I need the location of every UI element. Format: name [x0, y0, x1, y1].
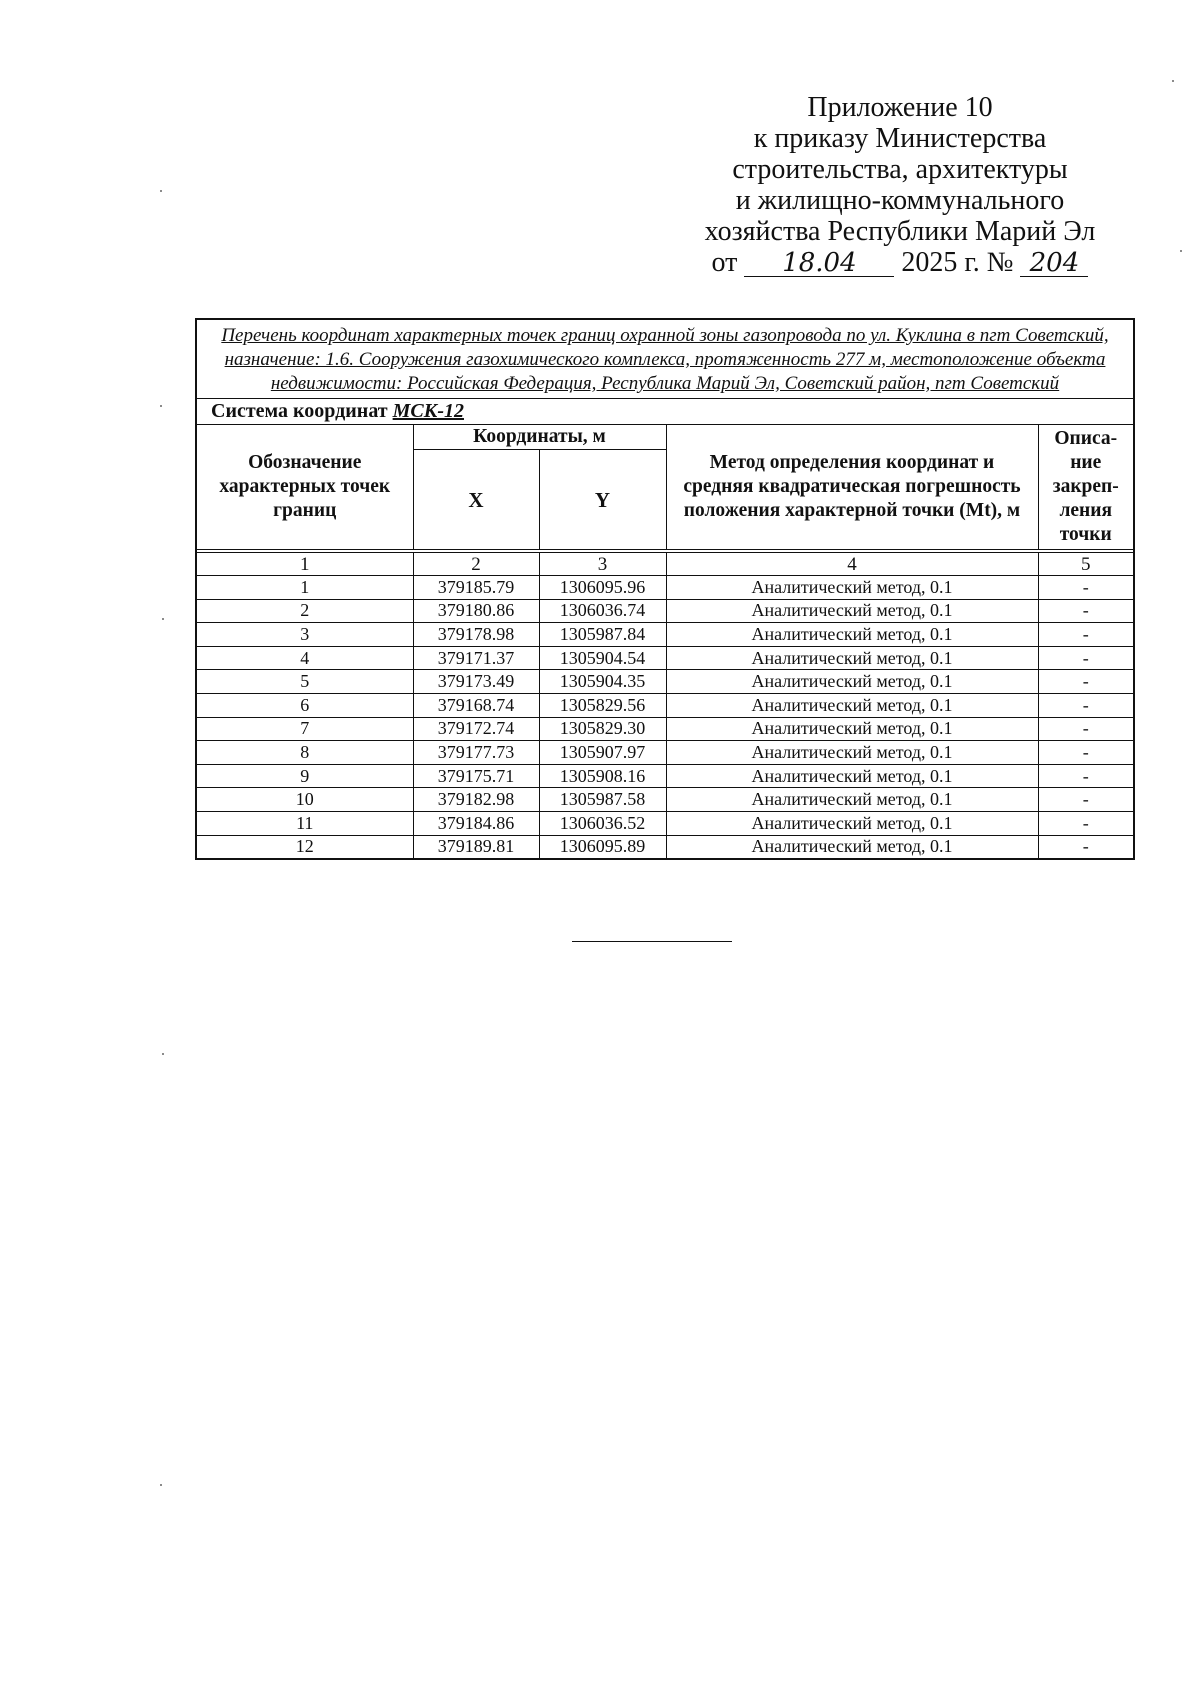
table-caption: Перечень координат характерных точек границ охранной зоны газопровода по ул. Куклина в пгт Советский, назначение: 1.6. Сооружения газохимического комплекса, протяженность 277 м, местоположение объекта недвижимости: Российская Федерация, Республика Марий Эл, Советский район, пгт Советский [196, 319, 1134, 399]
header-description: Описа-ние закреп-ления точки [1038, 425, 1134, 550]
column-number: 1 [196, 553, 413, 576]
cell-desc: - [1038, 788, 1134, 812]
scan-speck [160, 190, 162, 192]
table-row [196, 835, 1134, 859]
cell-desc: - [1038, 693, 1134, 717]
cell-y: 1305987.58 [539, 788, 666, 812]
table-row [196, 623, 1134, 647]
column-number: 3 [539, 553, 666, 576]
cell-point: 4 [196, 646, 413, 670]
coordinates-table [195, 318, 1135, 860]
header-method: Метод определения координат и средняя квадратическая погрешность положения характерной точки (Mt), м [666, 425, 1038, 550]
cell-desc: - [1038, 670, 1134, 694]
date-prefix: от [711, 247, 738, 278]
cell-y: 1305908.16 [539, 764, 666, 788]
cell-desc: - [1038, 764, 1134, 788]
scan-speck [162, 1053, 164, 1055]
cell-x: 379182.98 [413, 788, 539, 812]
coordinate-system-label: Система координат [211, 400, 388, 422]
table-row [196, 599, 1134, 623]
end-rule [572, 941, 732, 942]
cell-point: 10 [196, 788, 413, 812]
cell-method: Аналитический метод, 0.1 [666, 576, 1038, 600]
cell-x: 379184.86 [413, 811, 539, 835]
column-number: 5 [1038, 553, 1134, 576]
scan-speck [162, 618, 164, 620]
cell-y: 1305829.56 [539, 693, 666, 717]
cell-method: Аналитический метод, 0.1 [666, 835, 1038, 859]
cell-point: 5 [196, 670, 413, 694]
cell-desc: - [1038, 835, 1134, 859]
cell-point: 8 [196, 741, 413, 765]
table-row [196, 693, 1134, 717]
order-line-1: к приказу Министерства [753, 123, 1047, 154]
header-x: X [413, 450, 539, 550]
cell-x: 379189.81 [413, 835, 539, 859]
cell-point: 2 [196, 599, 413, 623]
table-row [196, 741, 1134, 765]
cell-y: 1305907.97 [539, 741, 666, 765]
scan-speck [160, 405, 162, 407]
handwritten-date: 18.04 [744, 250, 894, 277]
scan-speck [1172, 80, 1174, 82]
cell-y: 1305987.84 [539, 623, 666, 647]
cell-method: Аналитический метод, 0.1 [666, 717, 1038, 741]
table-row [196, 670, 1134, 694]
handwritten-order-number: 204 [1020, 250, 1088, 277]
scan-speck [160, 1484, 162, 1486]
cell-method: Аналитический метод, 0.1 [666, 646, 1038, 670]
cell-desc: - [1038, 599, 1134, 623]
scan-speck [1180, 250, 1182, 252]
table-body [196, 576, 1134, 860]
cell-desc: - [1038, 576, 1134, 600]
cell-y: 1306036.52 [539, 811, 666, 835]
cell-point: 9 [196, 764, 413, 788]
cell-y: 1305829.30 [539, 717, 666, 741]
table-row [196, 764, 1134, 788]
order-line-3: и жилищно-коммунального [735, 185, 1065, 216]
cell-method: Аналитический метод, 0.1 [666, 788, 1038, 812]
cell-x: 379178.98 [413, 623, 539, 647]
cell-point: 7 [196, 717, 413, 741]
order-line-2: строительства, архитектуры [732, 154, 1068, 185]
cell-point: 3 [196, 623, 413, 647]
cell-method: Аналитический метод, 0.1 [666, 741, 1038, 765]
cell-x: 379177.73 [413, 741, 539, 765]
cell-method: Аналитический метод, 0.1 [666, 599, 1038, 623]
coordinate-system-value: МСК-12 [392, 400, 464, 422]
cell-method: Аналитический метод, 0.1 [666, 811, 1038, 835]
cell-x: 379175.71 [413, 764, 539, 788]
year-number-label: 2025 г. № [901, 247, 1014, 278]
cell-y: 1306095.89 [539, 835, 666, 859]
cell-desc: - [1038, 811, 1134, 835]
header-point: Обозначение характерных точек границ [196, 425, 413, 550]
column-numbers-row [196, 553, 1134, 576]
cell-method: Аналитический метод, 0.1 [666, 623, 1038, 647]
cell-y: 1305904.35 [539, 670, 666, 694]
cell-desc: - [1038, 623, 1134, 647]
cell-desc: - [1038, 741, 1134, 765]
cell-point: 11 [196, 811, 413, 835]
cell-y: 1305904.54 [539, 646, 666, 670]
cell-x: 379168.74 [413, 693, 539, 717]
table-row [196, 788, 1134, 812]
cell-desc: - [1038, 717, 1134, 741]
cell-y: 1306036.74 [539, 599, 666, 623]
cell-point: 12 [196, 835, 413, 859]
cell-y: 1306095.96 [539, 576, 666, 600]
cell-point: 6 [196, 693, 413, 717]
table-row [196, 576, 1134, 600]
column-number: 4 [666, 553, 1038, 576]
cell-x: 379171.37 [413, 646, 539, 670]
cell-method: Аналитический метод, 0.1 [666, 764, 1038, 788]
appendix-title: Приложение 10 [807, 92, 993, 123]
order-date-line [690, 247, 1110, 278]
header-y: Y [539, 450, 666, 550]
cell-x: 379173.49 [413, 670, 539, 694]
cell-x: 379185.79 [413, 576, 539, 600]
order-line-4: хозяйства Республики Марий Эл [704, 216, 1096, 247]
cell-desc: - [1038, 646, 1134, 670]
table-row [196, 717, 1134, 741]
table-row [196, 811, 1134, 835]
cell-x: 379180.86 [413, 599, 539, 623]
table-row [196, 646, 1134, 670]
cell-method: Аналитический метод, 0.1 [666, 670, 1038, 694]
coordinate-system [196, 399, 1134, 425]
appendix-header [690, 92, 1110, 278]
cell-x: 379172.74 [413, 717, 539, 741]
cell-method: Аналитический метод, 0.1 [666, 693, 1038, 717]
column-number: 2 [413, 553, 539, 576]
cell-point: 1 [196, 576, 413, 600]
header-coordinates: Координаты, м [413, 425, 666, 450]
